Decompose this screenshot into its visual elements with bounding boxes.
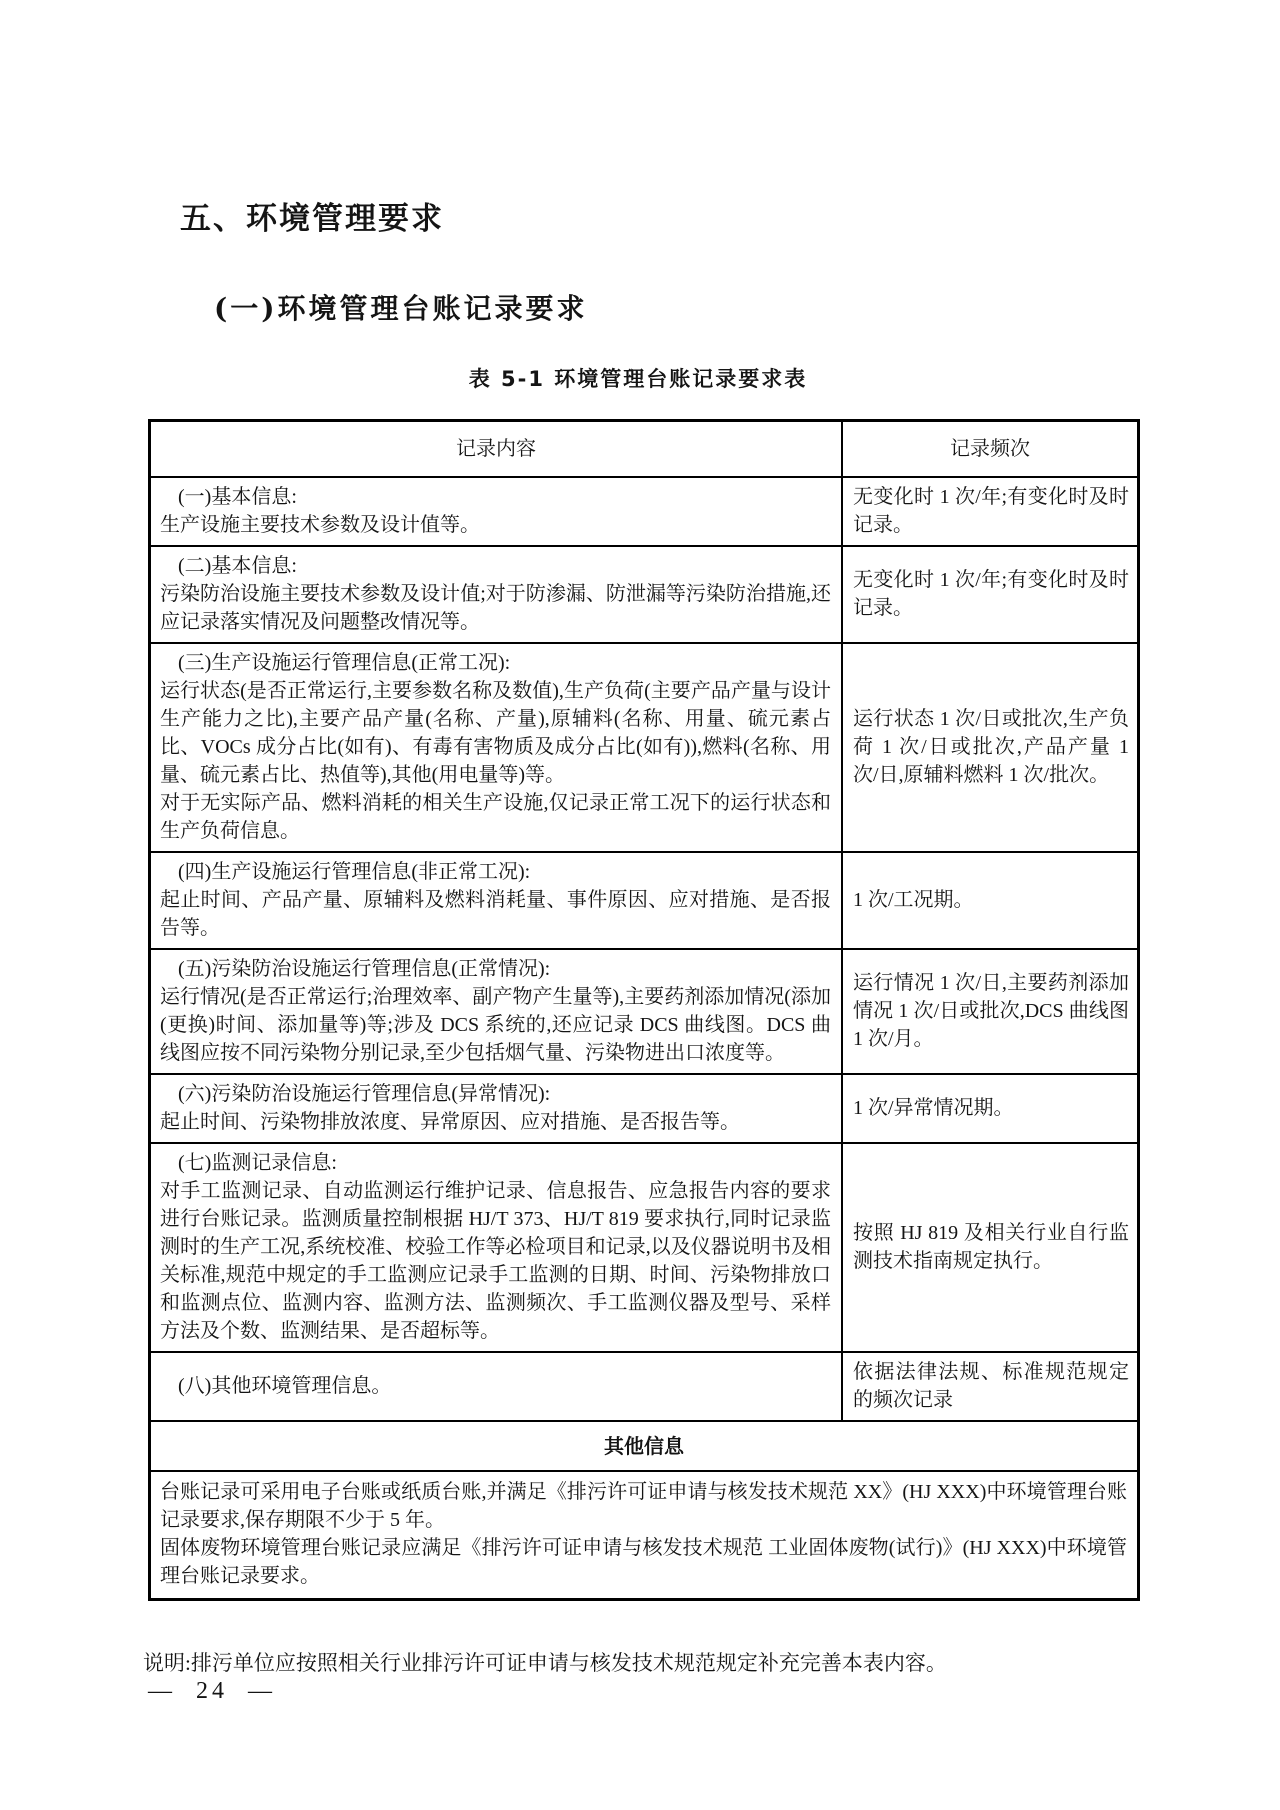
other-info-paragraph: 固体废物环境管理台账记录应满足《排污许可证申请与核发技术规范 工业固体废物(试行)》(HJ XXX)中环境管理台账记录要求。 — [160, 1537, 1127, 1587]
subsection-title: (一)环境管理台账记录要求 — [214, 292, 588, 325]
record-content-cell — [150, 477, 843, 546]
record-frequency-cell: 运行情况 1 次/日,主要药剂添加情况 1 次/日或批次,DCS 曲线图 1 次/月。 — [842, 949, 1139, 1074]
record-item-paragraph: 生产设施主要技术参数及设计值等。 — [160, 514, 480, 536]
record-item-title: (六)污染防治设施运行管理信息(异常情况): — [178, 1083, 551, 1105]
record-frequency-cell: 1 次/工况期。 — [842, 852, 1139, 949]
record-item-paragraph: 对手工监测记录、自动监测运行维护记录、信息报告、应急报告内容的要求进行台账记录。监测质量控制根据 HJ/T 373、HJ/T 819 要求执行,同时记录监测时的生产工况,系统校准、校验工作等必检项目和记录,以及仪器说明书及相关标准,规范中规定的手工监测应记录手工监测的日期、时间、污染物排放口和监测点位、监测内容、监测方法、监测频次、手工监测仪器及型号、采样方法及个数、监测结果、是否超标等。 — [160, 1180, 831, 1342]
record-item-title: (七)监测记录信息: — [178, 1152, 337, 1174]
record-frequency-cell: 运行状态 1 次/日或批次,生产负荷 1 次/日或批次,产品产量 1 次/日,原辅料燃料 1 次/批次。 — [842, 643, 1139, 852]
other-info-content — [150, 1471, 1139, 1600]
record-content-cell — [150, 1074, 843, 1143]
record-frequency-cell: 无变化时 1 次/年;有变化时及时记录。 — [842, 477, 1139, 546]
table-row — [150, 643, 1139, 852]
record-item-paragraph: 起止时间、污染物排放浓度、异常原因、应对措施、是否报告等。 — [160, 1111, 740, 1133]
table-row — [150, 1352, 1139, 1421]
section-title: 五、环境管理要求 — [180, 201, 444, 237]
record-item-title: (一)基本信息: — [178, 486, 297, 508]
other-info-header-row — [150, 1421, 1139, 1471]
record-content-cell — [150, 1352, 843, 1421]
record-item-paragraph: 运行状态(是否正常运行,主要参数名称及数值),生产负荷(主要产品产量与设计生产能力之比),主要产品产量(名称、产量),原辅料(名称、用量、硫元素占比、VOCs 成分占比(如有)、有毒有害物质及成分占比(如有)),燃料(名称、用量、硫元素占比、热值等),其他(用电量等)等。 — [160, 680, 831, 786]
record-item-title: (五)污染防治设施运行管理信息(正常情况): — [178, 958, 551, 980]
table-header-row — [150, 421, 1139, 478]
record-frequency-cell: 按照 HJ 819 及相关行业自行监测技术指南规定执行。 — [842, 1143, 1139, 1352]
record-frequency-cell: 1 次/异常情况期。 — [842, 1074, 1139, 1143]
table-note: 说明:排污单位应按照相关行业排污许可证申请与核发技术规范规定补充完善本表内容。 — [143, 1651, 947, 1675]
other-info-header: 其他信息 — [150, 1421, 1139, 1471]
record-item-paragraph: 污染防治设施主要技术参数及设计值;对于防渗漏、防泄漏等污染防治措施,还应记录落实情况及问题整改情况等。 — [160, 583, 831, 633]
record-item-title: (四)生产设施运行管理信息(非正常工况): — [178, 861, 531, 883]
record-item-title: (三)生产设施运行管理信息(正常工况): — [178, 652, 511, 674]
ledger-table — [148, 419, 1140, 1601]
record-item-title: (八)其他环境管理信息。 — [178, 1375, 392, 1397]
record-content-cell — [150, 852, 843, 949]
record-frequency-cell: 无变化时 1 次/年;有变化时及时记录。 — [842, 546, 1139, 643]
record-content-cell — [150, 546, 843, 643]
record-item-paragraph: 对于无实际产品、燃料消耗的相关生产设施,仅记录正常工况下的运行状态和生产负荷信息。 — [160, 792, 831, 842]
table-row — [150, 477, 1139, 546]
other-info-content-row — [150, 1471, 1139, 1600]
other-info-paragraph: 台账记录可采用电子台账或纸质台账,并满足《排污许可证申请与核发技术规范 XX》(HJ XXX)中环境管理台账记录要求,保存期限不少于 5 年。 — [160, 1481, 1127, 1531]
column-header-record-content: 记录内容 — [150, 421, 843, 478]
record-item-paragraph: 运行情况(是否正常运行;治理效率、副产物产生量等),主要药剂添加情况(添加(更换)时间、添加量等)等;涉及 DCS 系统的,还应记录 DCS 曲线图。DCS 曲线图应按不同污染物分别记录,至少包括烟气量、污染物进出口浓度等。 — [160, 986, 831, 1064]
record-item-paragraph: 起止时间、产品产量、原辅料及燃料消耗量、事件原因、应对措施、是否报告等。 — [160, 889, 831, 939]
record-content-cell — [150, 1143, 843, 1352]
table-row — [150, 546, 1139, 643]
column-header-record-frequency: 记录频次 — [842, 421, 1139, 478]
record-content-cell — [150, 949, 843, 1074]
table-row — [150, 949, 1139, 1074]
table-row — [150, 1074, 1139, 1143]
table-caption: 表 5-1 环境管理台账记录要求表 — [468, 367, 808, 391]
record-item-title: (二)基本信息: — [178, 555, 297, 577]
record-frequency-cell: 依据法律法规、标准规范规定的频次记录 — [842, 1352, 1139, 1421]
record-content-cell — [150, 643, 843, 852]
table-row — [150, 1143, 1139, 1352]
page-number: — 24 — — [148, 1678, 276, 1704]
table-row — [150, 852, 1139, 949]
